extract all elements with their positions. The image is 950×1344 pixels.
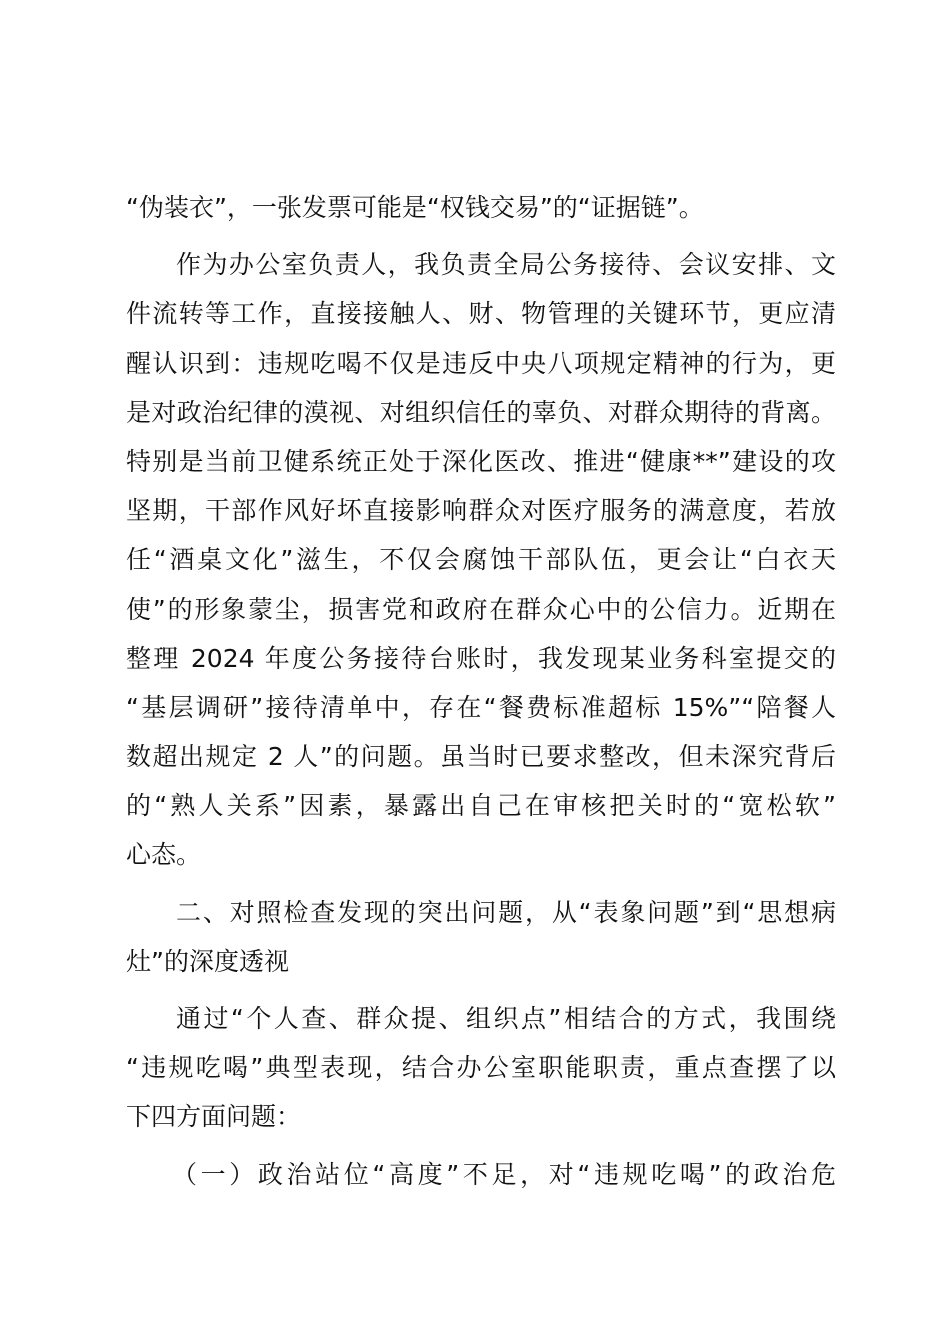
section-heading-line: 二、对照检查发现的突出问题，从“表象问题”到“思想病 [176,897,836,927]
text-line: 心态。 [126,840,202,870]
text-line: “基层调研”接待清单中，存在“餐费标准超标 15%”“陪餐人 [126,692,836,722]
text-line: 醒认识到：违规吃喝不仅是违反中央八项规定精神的行为，更 [126,348,836,378]
text-line: 坚期，干部作风好坏直接影响群众对医疗服务的满意度，若放 [126,496,836,526]
section-heading-line: 灶”的深度透视 [126,946,289,976]
text-line: 任“酒桌文化”滋生，不仅会腐蚀干部队伍，更会让“白衣天 [126,545,836,575]
text-line: “伪装衣”，一张发票可能是“权钱交易”的“证据链”。 [126,193,704,222]
text-line: 下四方面问题： [126,1102,302,1132]
text-line: 是对政治纪律的漠视、对组织信任的辜负、对群众期待的背离。 [126,397,836,427]
text-line: 特别是当前卫健系统正处于深化医改、推进“健康**”建设的攻 [126,446,836,476]
text-line: 通过“个人查、群众提、组织点”相结合的方式，我围绕 [176,1004,836,1033]
text-line: 的“熟人关系”因素，暴露出自己在审核把关时的“宽松软” [126,791,836,821]
text-line: 数超出规定 2 人”的问题。虽当时已要求整改，但未深究背后 [126,742,836,772]
text-line: 整理 2024 年度公务接待台账时，我发现某业务科室提交的 [126,643,836,673]
subsection-heading-line: （一）政治站位“高度”不足，对“违规吃喝”的政治危 [172,1159,836,1189]
text-line: 作为办公室负责人，我负责全局公务接待、会议安排、文 [176,250,836,280]
text-line: 件流转等工作，直接接触人、财、物管理的关键环节，更应清 [126,299,836,329]
text-line: “违规吃喝”典型表现，结合办公室职能职责，重点查摆了以 [126,1053,836,1083]
text-line: 使”的形象蒙尘，损害党和政府在群众心中的公信力。近期在 [126,594,836,624]
document-body [126,183,836,1199]
